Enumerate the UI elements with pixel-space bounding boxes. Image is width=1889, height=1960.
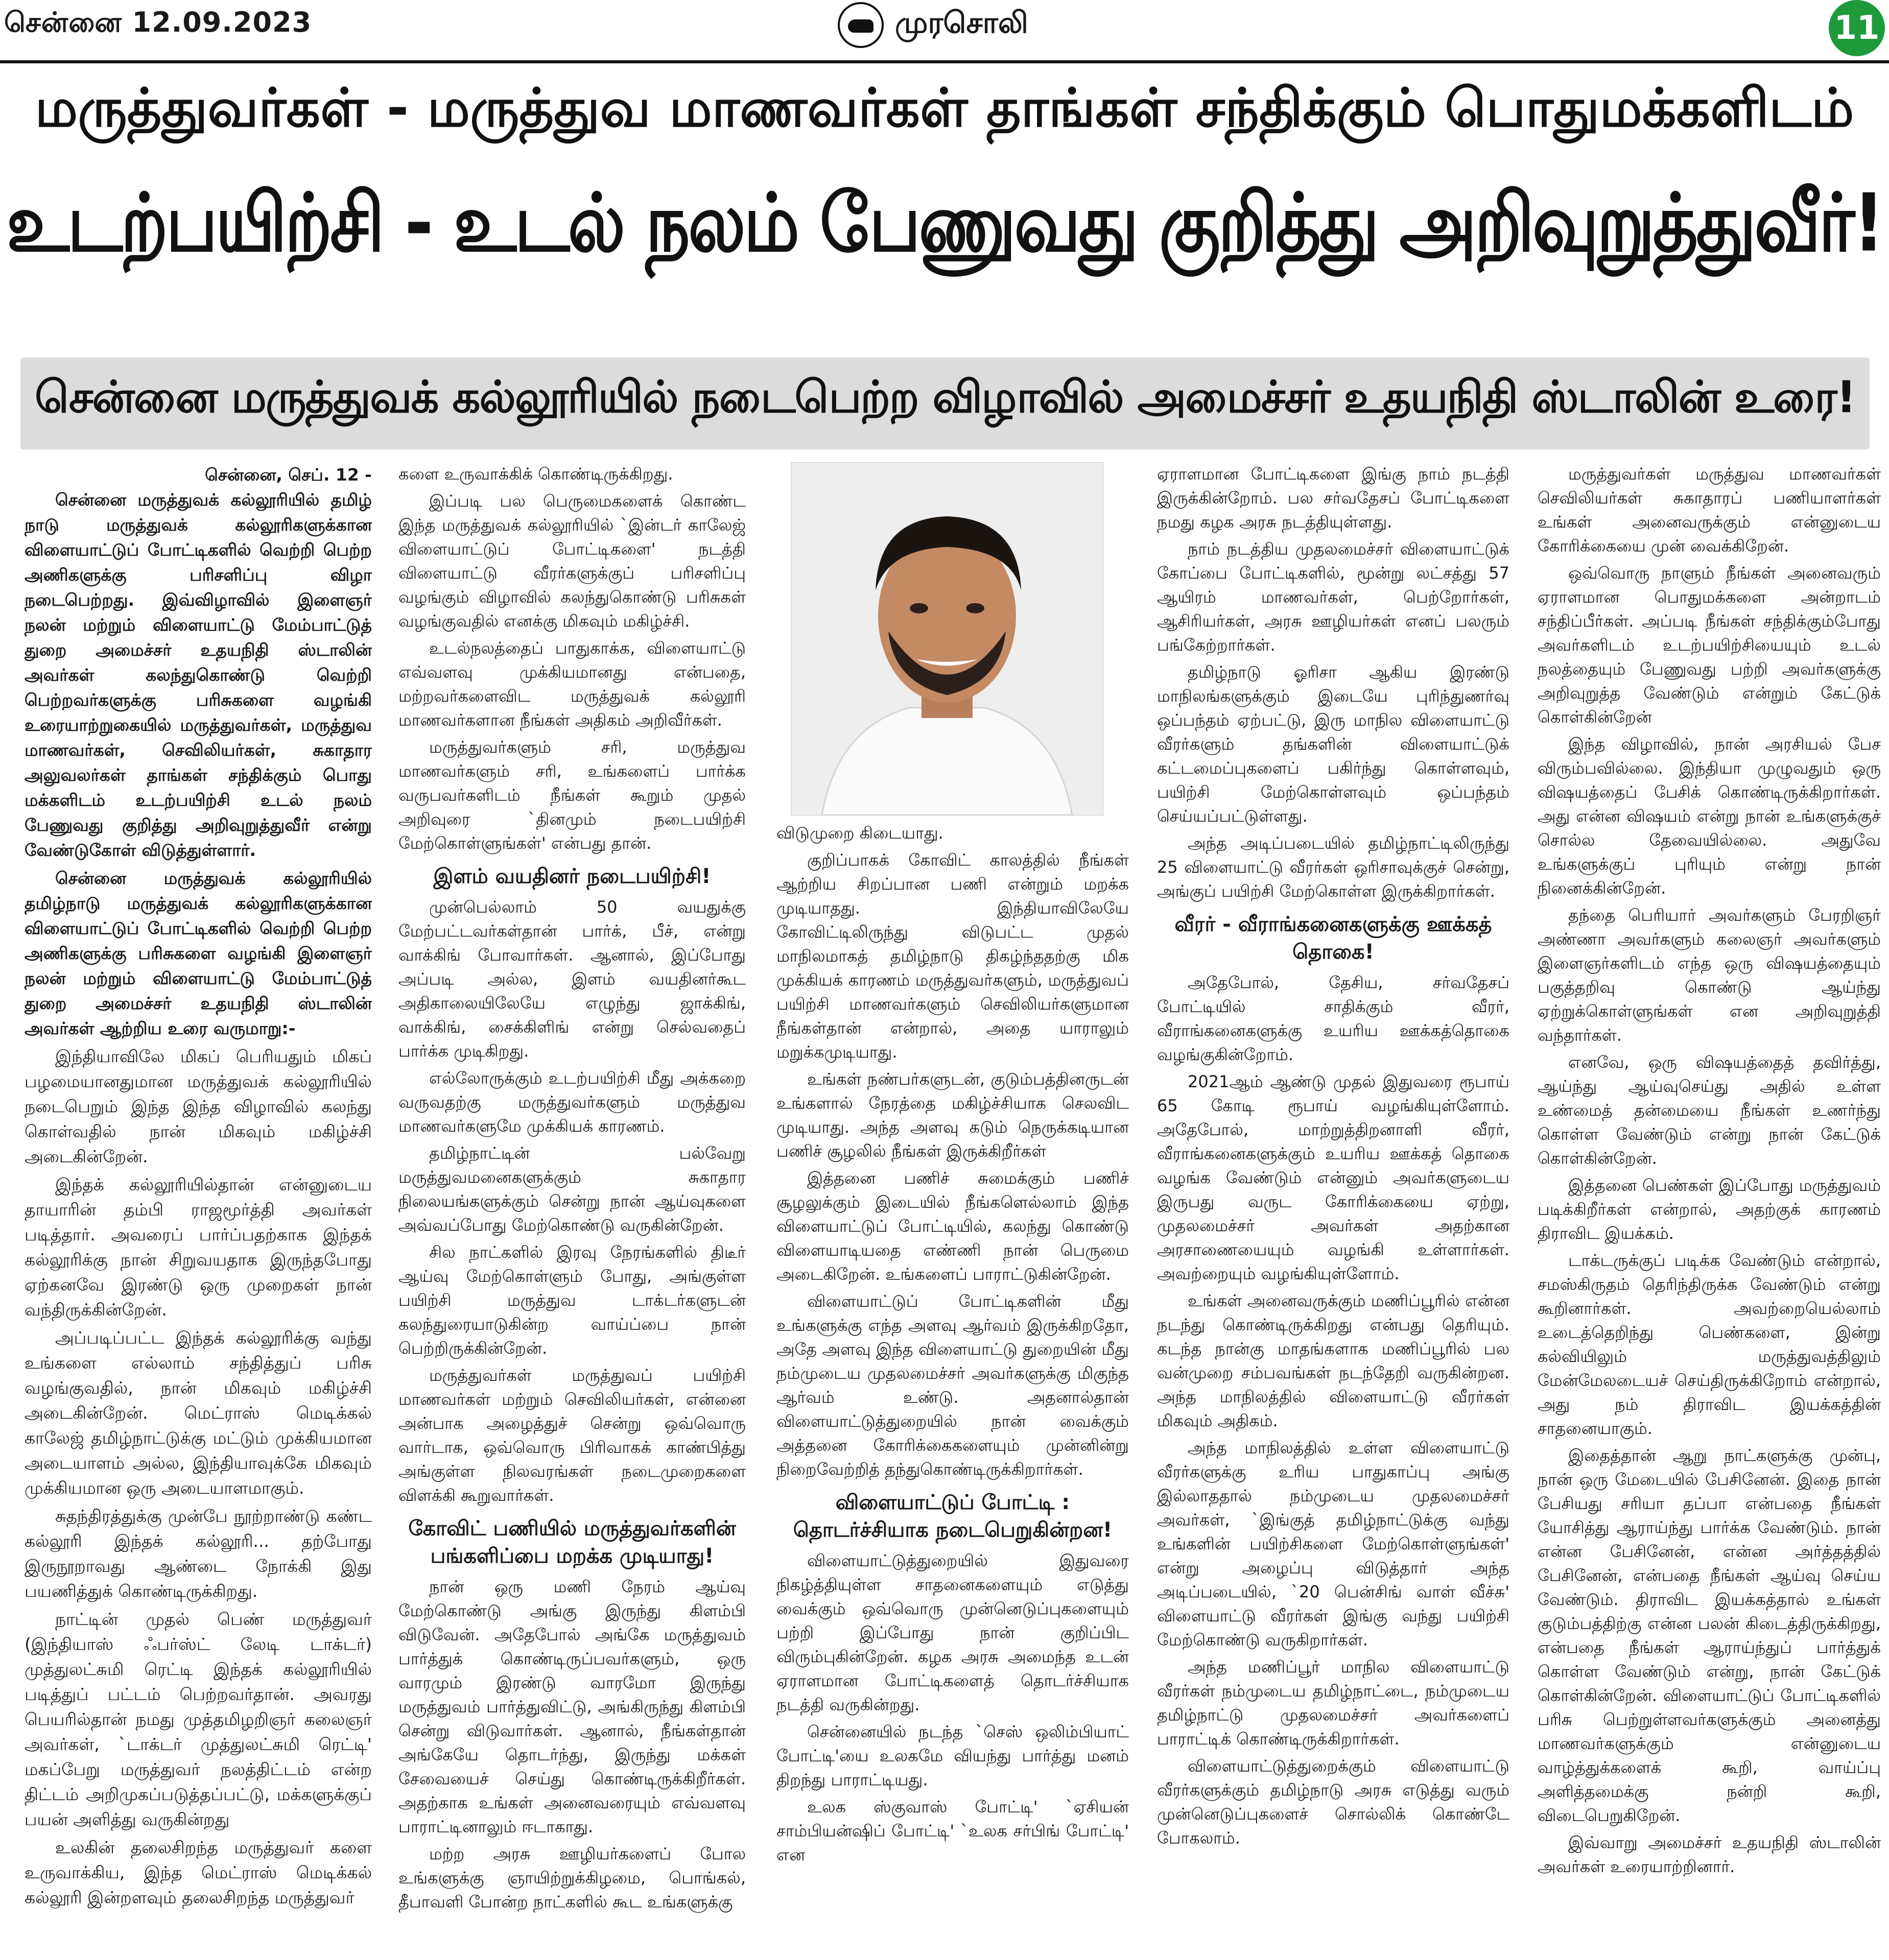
subheadline: சென்னை மருத்துவக் கல்லூரியில் நடைபெற்ற விழாவில் அமைச்சர் உதயநிதி ஸ்டாலின் உரை! [34, 372, 1856, 423]
paragraph: நாட்டின் முதல் பெண் மருத்துவர் (இந்தியாஸ் ஃபர்ஸ்ட் லேடி டாக்டர்) முத்துலட்சுமி ரெட்டி இந்தக் கல்லூரியில் படித்துப் பட்டம் பெற்றவர்தான். அவரது பெயரில்தான் நமது முத்தமிழறிஞர் கலைஞர் அவர்கள், `டாக்டர் முத்துலட்சுமி ரெட்டி' மகப்பேறு மருத்துவர் நலத்திட்டம் என்ற திட்டம் அறிமுகப்படுத்தப்பட்டு, மக்களுக்குப் பயன் அளித்து வருகின்றது [25, 1609, 372, 1829]
paragraph: விளையாட்டுத்துறையில் இதுவரை நிகழ்த்தியுள்ள சாதனைகளையும் எடுத்து வைக்கும் ஒவ்வொரு முன்னெடுப்புகளையும் பற்றி இப்போது நான் குறிப்பிட விரும்புகின்றேன். கழக அரசு அமைந்த உடன் ஏராளமான போட்டிகளைத் தொடர்ச்சியாக நடத்தி வருகின்றது. [776, 1551, 1129, 1714]
paragraph: இந்தியாவிலே மிகப் பெரியதும் மிகப் பழமையானதுமான மருத்துவக் கல்லூரியில் நடைபெறும் இந்த இந்த விழாவில் கலந்து கொள்வதில் நான் மிகவும் மகிழ்ச்சி அடைகின்றேன். [25, 1046, 372, 1166]
kicker-headline: மருத்துவர்கள் - மருத்துவ மாணவர்கள் தாங்கள் சந்திக்கும் பொதுமக்களிடம் [35, 77, 1854, 139]
bull-logo-icon [838, 2, 884, 48]
article-column-5 [1538, 462, 1881, 1953]
paragraph: உங்கள் நண்பர்களுடன், குடும்பத்தினருடன் உங்களால் நேரத்தை மகிழ்ச்சியாக செலவிட முடியாது. அந்த அளவு கடும் நெருக்கடியான பணிச் சூழலில் நீங்கள் இருக்கிறீர்கள் [776, 1069, 1129, 1161]
paragraph: அந்த மணிப்பூர் மாநில விளையாட்டு வீரர்கள் நம்முடைய தமிழ்நாட்டை, நம்முடைய தமிழ்நாட்டு முதலமைச்சர் அவர்களைப் பாராட்டிக் கொண்டிருக்கிறார்கள். [1157, 1657, 1509, 1749]
paragraph: விளையாட்டுப் போட்டிகளின் மீது உங்களுக்கு எந்த அளவு ஆர்வம் இருக்கிறதோ, அதே அளவு இந்த விளையாட்டு துறையின் மீது நம்முடைய முதலமைச்சர் அவர்களுக்கு மிகுந்த ஆர்வம் உண்டு. அதனால்தான் விளையாட்டுத்துறையில் நான் வைக்கும் அத்தனை கோரிக்கைகளையும் முன்னின்று நிறைவேற்றித் தந்துகொண்டிருக்கிறார்கள். [776, 1292, 1129, 1479]
portrait-illustration [791, 463, 1103, 815]
paragraph: தமிழ்நாட்டின் பல்வேறு மருத்துவமனைகளுக்கும் சுகாதார நிலையங்களுக்கும் சென்று நான் ஆய்வுகளை அவ்வப்போது மேற்கொண்டு வருகின்றேன். [398, 1143, 746, 1235]
page-header [0, 0, 1889, 64]
minister-portrait-photo [791, 462, 1103, 816]
paragraph: விடுமுறை கிடையாது. [776, 823, 943, 843]
paragraph: முன்பெல்லாம் 50 வயதுக்கு மேற்பட்டவர்கள்தான் பார்க், பீச், என்று வாக்கிங் போவார்கள். ஆனால், இப்போது அப்படி அல்ல, இளம் வயதினர்கூட அதிகாலையிலேயே எழுந்து ஜாக்கிங், வாக்கிங், சைக்கிளிங் என்று செல்வதைப் பார்க்க முடிகிறது. [398, 897, 746, 1061]
paragraph: உலகின் தலைசிறந்த மருத்துவர் களை உருவாக்கிய, இந்த மெட்ராஸ் மெடிக்கல் கல்லூரி இன்றளவும் தலைசிறந்த மருத்துவர் [25, 1837, 372, 1907]
article-dateline: சென்னை, செப். 12 - [205, 465, 372, 485]
paragraph: சென்னையில் நடந்த `செஸ் ஒலிம்பியாட் போட்டி'யை உலகமே வியந்து பார்த்து மனம் திறந்து பாராட்டியது. [776, 1722, 1129, 1789]
paragraph: சில நாட்களில் இரவு நேரங்களில் திடீர் ஆய்வு மேற்கொள்ளும் போது, அங்குள்ள பயிற்சி மருத்துவ டாக்டர்களுடன் கலந்துரையாடுகின்ற வாய்ப்பை நான் பெற்றிருக்கின்றேன். [398, 1242, 746, 1358]
paragraph: எனவே, ஒரு விஷயத்தைத் தவிர்த்து, ஆய்ந்து ஆய்வுசெய்து அதில் உள்ள உண்மைத் தன்மையை நீங்கள் உணர்ந்து கொள்ள வேண்டும் என்று நான் கேட்டுக் கொள்கின்றேன். [1538, 1053, 1881, 1168]
publication-name: முரசொலி [895, 5, 1028, 40]
paragraph: உடல்நலத்தைப் பாதுகாக்க, விளையாட்டு எவ்வளவு முக்கியமானது என்பதை, மற்றவர்களைவிட மருத்துவக் கல்லூரி மாணவர்களான நீங்கள் அதிகம் அறிவீர்கள். [398, 638, 746, 730]
paragraph: இவ்வாறு அமைச்சர் உதயநிதி ஸ்டாலின் அவர்கள் உரையாற்றினார். [1538, 1833, 1881, 1876]
paragraph: நாம் நடத்திய முதலமைச்சர் விளையாட்டுக் கோப்பை போட்டிகளில், மூன்று லட்சத்து 57 ஆயிரம் மாணவர்கள், பெற்றோர்கள், ஆசிரியர்கள், அரசு ஊழியர்கள் எனப் பலரும் பங்கேற்றார்கள். [1157, 539, 1509, 655]
paragraph: தந்தை பெரியார் அவர்களும் பேரறிஞர் அண்ணா அவர்களும் கலைஞர் அவர்களும் இளைஞர்களிடம் எந்த ஒரு விஷயத்தையும் பகுத்தறிவு கொண்டு ஆய்ந்து ஏற்றுக்கொள்ளுங்கள் என அறிவுறுத்தி வந்தார்கள். [1538, 905, 1881, 1045]
article-column-1 [25, 462, 372, 1953]
paragraph: உங்கள் அனைவருக்கும் மணிப்பூரில் என்ன நடந்து கொண்டிருக்கிறது என்பது தெரியும். கடந்த நான்கு மாதங்களாக மணிப்பூரில் பல வன்முறை சம்பவங்கள் நடந்தேறி வருகின்றன. அந்த மாநிலத்தில் விளையாட்டு வீரர்கள் மிகவும் அதிகம். [1157, 1291, 1509, 1430]
paragraph: அப்படிப்பட்ட இந்தக் கல்லூரிக்கு வந்து உங்களை எல்லாம் சந்தித்துப் பரிசு வழங்குவதில், நான் மிகவும் மகிழ்ச்சி அடைகின்றேன். மெட்ராஸ் மெடிக்கல் காலேஜ் தமிழ்நாட்டுக்கு மட்டும் முக்கியமான அடையாளம் அல்ல, இந்தியாவுக்கே மிகவும் முக்கியமான ஒரு அடையாளமாகும். [25, 1328, 372, 1498]
paragraph: தமிழ்நாடு ஓரிசா ஆகிய இரண்டு மாநிலங்களுக்கும் இடையே புரிந்துணர்வு ஒப்பந்தம் ஏற்பட்டு, இரு மாநில விளையாட்டு வீரர்களும் தங்களின் விளையாட்டுக் கட்டமைப்புகளைப் பகிர்ந்து கொள்ளவும், பயிற்சி மேற்கொள்ளவும் ஒப்பந்தம் செய்யப்பட்டுள்ளது. [1157, 662, 1509, 826]
dateline-header: சென்னை 12.09.2023 [4, 6, 312, 38]
paragraph: இப்படி பல பெருமைகளைக் கொண்ட இந்த மருத்துவக் கல்லூரியில் `இன்டர் காலேஜ் விளையாட்டுப் போட்டிகளை' நடத்தி விளையாட்டு வீரர்களுக்குப் பரிசளிப்பு வழங்கும் விழாவில் கலந்துகொண்டு பரிசுகள் வழங்குவதில் எனக்கு மிகவும் மகிழ்ச்சி. [398, 491, 746, 631]
paragraph: சென்னை மருத்துவக் கல்லூரியில் தமிழ்நாடு மருத்துவக் கல்லூரிகளுக்கான விளையாட்டுப் போட்டிகளில் வெற்றி பெற்ற அணிகளுக்கு பரிசுகளை வழங்கி இளைஞர் நலன் மற்றும் விளையாட்டு மேம்பாட்டுத் துறை அமைச்சர் உதயநிதி ஸ்டாலின் அவர்கள் ஆற்றிய உரை வருமாறு:- [25, 868, 372, 1038]
paragraph: அந்த அடிப்படையில் தமிழ்நாட்டிலிருந்து 25 விளையாட்டு வீரர்கள் ஒரிசாவுக்குச் சென்று, அங்குப் பயிற்சி மேற்கொள்ள இருக்கிறார்கள். [1157, 833, 1509, 901]
paragraph: மருத்துவர்கள் மருத்துவப் பயிற்சி மாணவர்கள் மற்றும் செவிலியர்கள், என்னை அன்பாக அழைத்துச் சென்று ஒவ்வொரு வார்டாக, ஒவ்வொரு பிரிவாகக் காண்பித்து அங்குள்ள நிலவரங்கள் நடைமுறைகளை விளக்கி கூறுவார்கள். [398, 1366, 746, 1505]
paragraph: ஒவ்வொரு நாளும் நீங்கள் அனைவரும் ஏராளமான பொதுமக்களை அன்றாடம் சந்திப்பீர்கள். அப்படி நீங்கள் சந்திக்கும்போது அவர்களிடம் உடற்பயிற்சியையும் உடல் நலத்தையும் பேணுவது பற்றி அவர்களுக்கு அறிவுறுத்த வேண்டும் என்றும் கேட்டுக் கொள்கின்றேன் [1538, 563, 1881, 727]
paragraph: குறிப்பாகக் கோவிட் காலத்தில் நீங்கள் ஆற்றிய சிறப்பான பணி என்றும் மறக்க முடியாதது. இந்தியாவிலேயே கோவிட்டிலிருந்து விடுபட்ட முதல் மாநிலமாகத் தமிழ்நாடு திகழ்ந்ததற்கு மிக முக்கியக் காரணம் மருத்துவர்களும், மருத்துவப் பயிற்சி மாணவர்களும் செவிலியர்களுமான நீங்கள்தான் என்றால், அதை யாராலும் மறுக்கமுடியாது. [776, 850, 1129, 1062]
section-heading: விளையாட்டுப் போட்டி : தொடர்ச்சியாக நடைபெறுகின்றன! [793, 1491, 1113, 1542]
paragraph: அந்த மாநிலத்தில் உள்ள விளையாட்டு வீரர்களுக்கு உரிய பாதுகாப்பு அங்கு இல்லாததால் நம்முடைய முதலமைச்சர் அவர்கள், `இங்குத் தமிழ்நாட்டுக்கு வந்து உங்களின் பயிற்சிகளை மேற்கொள்ளுங்கள்' என்று அழைப்பு விடுத்தார் அந்த அடிப்படையில், `20 பென்சிங் வாள் வீச்சு' விளையாட்டு வீரர்கள் இங்கு வந்து பயிற்சி மேற்கொண்டு வருகிறார்கள். [1157, 1438, 1509, 1650]
section-heading: இளம் வயதினர் நடைபயிற்சி! [433, 865, 711, 888]
paragraph: டாக்டருக்குப் படிக்க வேண்டும் என்றால், சமஸ்கிருதம் தெரிந்திருக்க வேண்டும் என்று கூறினார்கள். அவற்றையெல்லாம் உடைத்தெறிந்து பெண்களை, இன்று கல்வியிலும் மருத்துவத்திலும் மேன்மேலடையச் செய்திருக்கிறோம் என்றால், அது நம் திராவிட இயக்கத்தின் சாதனையாகும். [1538, 1251, 1881, 1438]
article-column-4 [1157, 462, 1509, 1953]
paragraph: 2021ஆம் ஆண்டு முதல் இதுவரை ரூபாய் 65 கோடி ரூபாய் வழங்கியுள்ளோம். அதேபோல், மாற்றுத்திறனாளி வீரர், வீராங்கனைகளுக்கும் உயரிய ஊக்கத் தொகை வழங்க வேண்டும் என்னும் அவர்களுடைய இருபது வருட கோரிக்கையை ஏற்று, முதலமைச்சர் அவர்கள் அதற்கான அரசாணையையும் வழங்கி உள்ளார்கள். அவற்றையும் வழங்கியுள்ளோம். [1157, 1072, 1509, 1283]
paragraph: விளையாட்டுத்துறைக்கும் விளையாட்டு வீரர்களுக்கும் தமிழ்நாடு அரசு எடுத்து வரும் முன்னெடுப்புகளைச் சொல்லிக் கொண்டே போகலாம். [1157, 1756, 1509, 1848]
paragraph: நான் ஒரு மணி நேரம் ஆய்வு மேற்கொண்டு அங்கு இருந்து கிளம்பி விடுவேன். அதேபோல் அங்கே மருத்துவம் பார்த்துக் கொண்டிருப்பவர்களும், ஒரு வாரமும் இரண்டு வாரமோ இருந்து மருத்துவம் பார்த்துவிட்டு, அங்கிருந்து கிளம்பி சென்று விடுவார்கள். ஆனால், நீங்கள்தான் அங்கேயே தொடர்ந்து, இருந்து மக்கள் சேவையைச் செய்து கொண்டிருக்கிறீர்கள். அதற்காக உங்கள் அனைவரையும் எவ்வளவு பாராட்டினாலும் ஈடாகாது. [398, 1577, 746, 1836]
paragraph: இந்த விழாவில், நான் அரசியல் பேச விரும்பவில்லை. இந்தியா முழுவதும் ஒரு விஷயத்தைப் பேசிக் கொண்டிருக்கிறார்கள். அது என்ன விஷயம் என்று நான் உங்களுக்குச் சொல்ல தேவையில்லை. அதுவே உங்களுக்குப் புரியும் என்று நான் நினைக்கின்றேன். [1538, 734, 1881, 898]
section-heading: வீரர் - வீராங்கனைகளுக்கு ஊக்கத் தொகை! [1174, 913, 1492, 964]
paragraph: உலக ஸ்குவாஸ் போட்டி' `ஏசியன் சாம்பியன்ஷிப் போட்டி' `உலக சர்பிங் போட்டி' என [776, 1797, 1129, 1865]
paragraph: அதேபோல், தேசிய, சர்வதேசப் போட்டியில் சாதிக்கும் வீரர், வீராங்கனைகளுக்கு உயரிய ஊக்கத்தொகை வழங்குகின்றோம். [1157, 973, 1509, 1064]
paragraph: ஏராளமான போட்டிகளை இங்கு நாம் நடத்தி இருக்கின்றோம். பல சர்வதேசப் போட்டிகளை நமது கழக அரசு நடத்தியுள்ளது. [1157, 464, 1509, 532]
section-heading: கோவிட் பணியில் மருத்துவர்களின் பங்களிப்பை மறக்க முடியாது! [408, 1517, 736, 1568]
header-rule [0, 60, 1889, 63]
main-headline: உடற்பயிற்சி - உடல் நலம் பேணுவது குறித்து அறிவுறுத்துவீர்! [6, 177, 1883, 270]
paragraph: இத்தனை பணிச் சுமைக்கும் பணிச் சூழலுக்கும் இடையில் நீங்களெல்லாம் இந்த விளையாட்டுப் போட்டியில், கலந்து கொண்டு விளையாடியதை எண்ணி நான் பெருமை அடைகிறேன். உங்களைப் பாராட்டுகின்றேன். [776, 1168, 1129, 1284]
paragraph: சென்னை மருத்துவக் கல்லூரியில் தமிழ் நாடு மருத்துவக் கல்லூரிகளுக்கான விளையாட்டுப் போட்டிகளில் வெற்றி பெற்ற அணிகளுக்கு பரிசளிப்பு விழா நடைபெற்றது. இவ்விழாவில் இளைஞர் நலன் மற்றும் விளையாட்டு மேம்பாட்டுத் துறை அமைச்சர் உதயநிதி ஸ்டாலின் அவர்கள் கலந்துகொண்டு வெற்றி பெற்றவர்களுக்கு பரிசுகளை வழங்கி உரையாற்றுகையில் மருத்துவர்கள், மருத்துவ மாணவர்கள், செவிலியர்கள், சுகாதார அலுவலர்கள் தாங்கள் சந்திக்கும் பொது மக்களிடம் உடற்பயிற்சி உடல் நலம் பேணுவது குறித்து அறிவுறுத்துவீர் என்று வேண்டுகோள் விடுத்துள்ளார். [25, 490, 372, 860]
paragraph: மருத்துவர்களும் சரி, மருத்துவ மாணவர்களும் சரி, உங்களைப் பார்க்க வருபவர்களிடம் நீங்கள் கூறும் முதல் அறிவுரை `தினமும் நடைபயிற்சி மேற்கொள்ளுங்கள்' என்பது தான். [398, 737, 746, 853]
paragraph: மற்ற அரசு ஊழியர்களைப் போல உங்களுக்கு ஞாயிற்றுக்கிழமை, பொங்கல், தீபாவளி போன்ற நாட்களில் கூட உங்களுக்கு [398, 1844, 746, 1911]
article-column-2 [398, 462, 746, 1953]
page-number-badge: 11 [1829, 0, 1885, 56]
paragraph: இதைத்தான் ஆறு நாட்களுக்கு முன்பு, நான் ஒரு மேடையில் பேசினேன். இதை நான் பேசியது சரியா தப்பா என்பதை நீங்கள் யோசித்து ஆராய்ந்து பார்க்க வேண்டும். நான் என்ன பேசினேன், என்ன அர்த்தத்தில் பேசினேன், என்பதை நீங்கள் ஆய்வு செய்ய வேண்டும். திராவிட இயக்கத்தால் உங்கள் குடும்பத்திற்கு என்ன பலன் கிடைத்திருக்கிறது, என்பதை நீங்கள் ஆராய்ந்துப் பார்த்துக் கொள்ள வேண்டும் என்று, நான் கேட்டுக் கொள்கின்றேன். விளையாட்டுப் போட்டிகளில் பரிசு பெற்றுள்ளவர்களுக்கும் அனைத்து மாணவர்களுக்கும் என்னுடைய வாழ்த்துக்களைக் கூறி, வாய்ப்பு அளித்தமைக்கு நன்றி கூறி, விடைபெறுகிறேன். [1538, 1446, 1881, 1825]
article-column-3 [776, 821, 1129, 1954]
paragraph: சுதந்திரத்துக்கு முன்பே நூற்றாண்டு கண்ட கல்லூரி இந்தக் கல்லூரி... தற்போது இருநூறாவது ஆண்டை நோக்கி இது பயணித்துக் கொண்டிருக்கிறது. [25, 1506, 372, 1601]
paragraph: இத்தனை பெண்கள் இப்போது மருத்துவம் படிக்கிறீர்கள் என்றால், அதற்குக் காரணம் திராவிட இயக்கம். [1538, 1176, 1881, 1243]
paragraph: களை உருவாக்கிக் கொண்டிருக்கிறது. [398, 464, 673, 484]
paragraph: எல்லோருக்கும் உடற்பயிற்சி மீது அக்கறை வருவதற்கு மருத்துவர்களும் மருத்துவ மாணவர்களுமே முக்கியக் காரணம். [398, 1068, 746, 1136]
paragraph: மருத்துவர்கள் மருத்துவ மாணவர்கள் செவிலியர்கள் சுகாதாரப் பணியாளர்கள் உங்கள் அனைவருக்கும் என்னுடைய கோரிக்கையை முன் வைக்கிறேன். [1538, 464, 1881, 556]
paragraph: இந்தக் கல்லூரியில்தான் என்னுடைய தாயாரின் தம்பி ராஜமூர்த்தி அவர்கள் படித்தார். அவரைப் பார்ப்பதற்காக இந்தக் கல்லூரிக்கு நான் சிறுவயதாக இருந்தபோது ஏற்கனவே இரண்டு ஒரு முறைகள் நான் வந்திருக்கின்றேன். [25, 1175, 372, 1320]
